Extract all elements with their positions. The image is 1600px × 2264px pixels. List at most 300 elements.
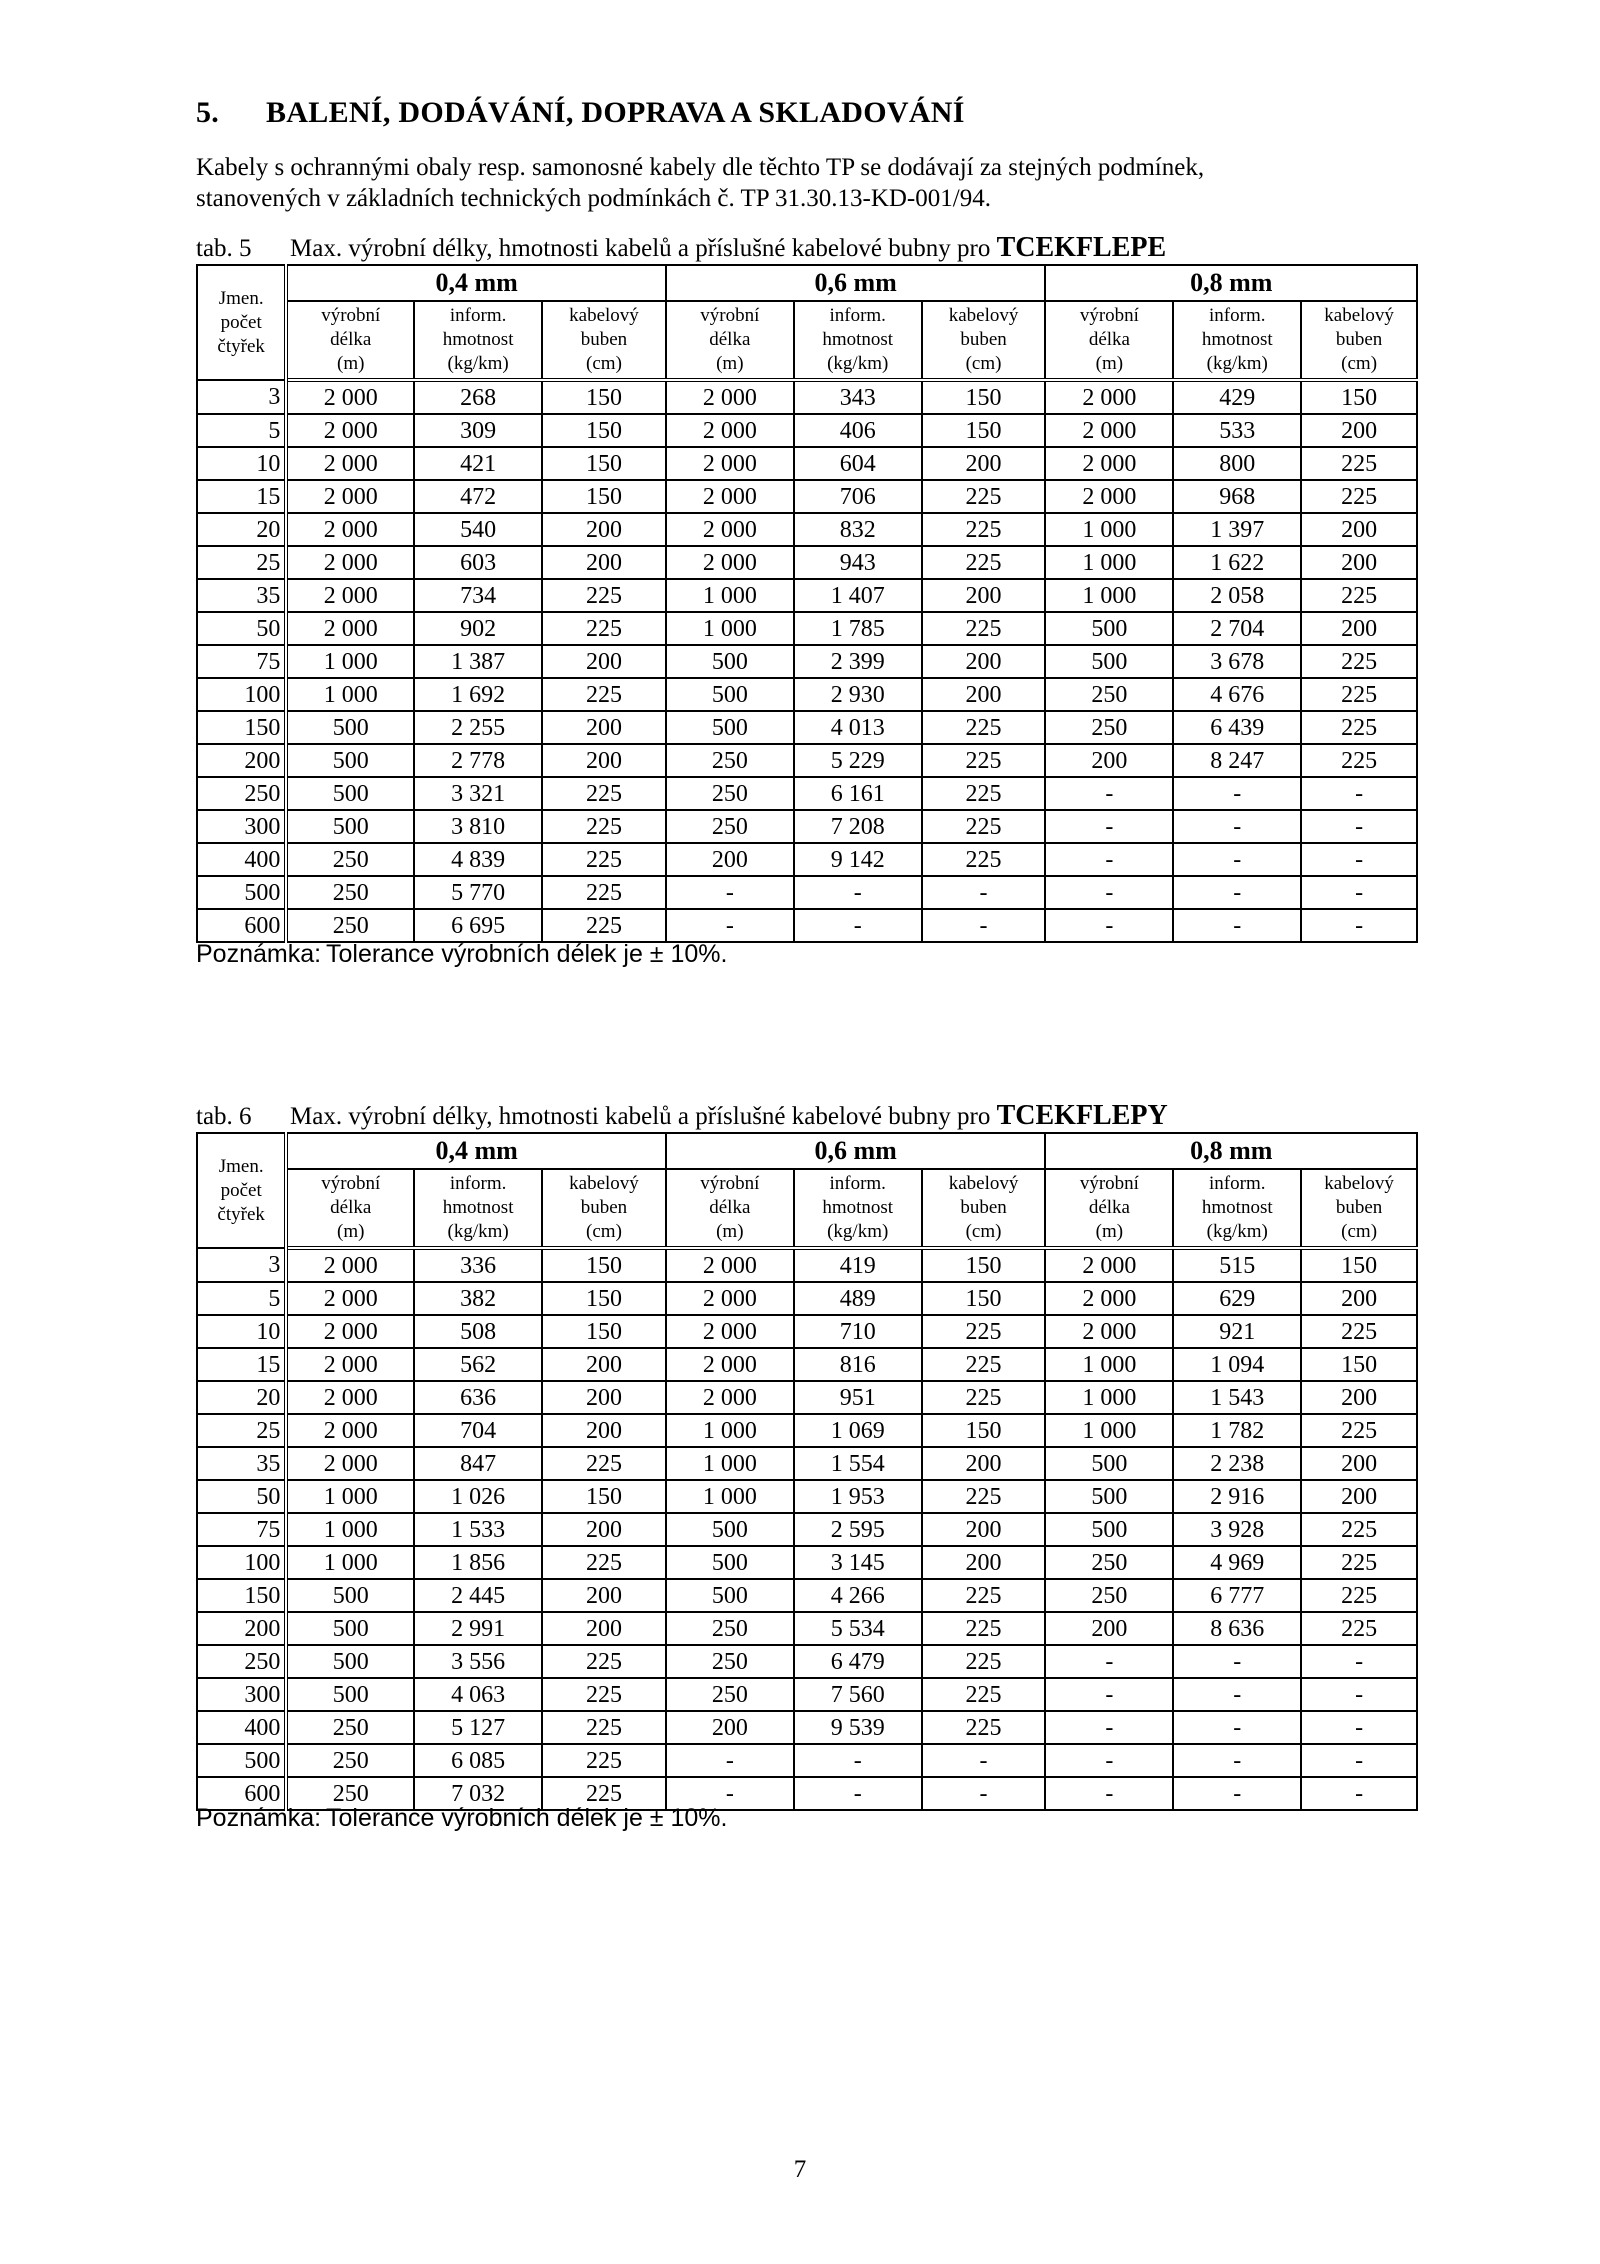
- table-cell: 250: [1045, 1579, 1173, 1612]
- table-cell: 200: [922, 1513, 1046, 1546]
- table-cell: 500: [666, 711, 794, 744]
- header-sub-line: (cm): [1341, 1221, 1378, 1242]
- cell-quad-count: 150: [197, 711, 286, 744]
- table-cell: 150: [542, 447, 666, 480]
- table-cell: 250: [666, 777, 794, 810]
- header-sub-column: [542, 1169, 666, 1248]
- table-cell: 1 000: [1045, 1414, 1173, 1447]
- table-cell: 150: [1301, 1348, 1417, 1381]
- header-sub-line: buben: [1335, 1197, 1383, 1218]
- cell-quad-count: 35: [197, 579, 286, 612]
- table-cell: 225: [542, 1645, 666, 1678]
- table-cell: 4 266: [794, 1579, 922, 1612]
- cell-quad-count: 200: [197, 1612, 286, 1645]
- table-cell: 2 058: [1173, 579, 1301, 612]
- table-cell: 2 000: [666, 546, 794, 579]
- header-sub-line: hmotnost: [822, 329, 894, 350]
- section-title: BALENÍ, DODÁVÁNÍ, DOPRAVA A SKLADOVÁNÍ: [266, 96, 965, 129]
- header-sub-line: buben: [580, 1197, 628, 1218]
- table-cell: 200: [542, 1579, 666, 1612]
- table-cell: 2 991: [414, 1612, 542, 1645]
- table-cell: 225: [542, 810, 666, 843]
- table-cell: -: [1173, 810, 1301, 843]
- table-cell: 2 000: [286, 480, 414, 513]
- table-cell: 200: [542, 1348, 666, 1381]
- table-cell: 500: [666, 1513, 794, 1546]
- table-cell: -: [794, 909, 922, 942]
- header-sub-line: inform.: [449, 305, 507, 326]
- table-cell: 150: [922, 414, 1046, 447]
- cell-quad-count: 5: [197, 1282, 286, 1315]
- table-cell: 704: [414, 1414, 542, 1447]
- cell-quad-count: 400: [197, 843, 286, 876]
- cell-quad-count: 25: [197, 546, 286, 579]
- table-cell: 9 142: [794, 843, 922, 876]
- table-cell: 500: [286, 810, 414, 843]
- table-cell: -: [1045, 876, 1173, 909]
- table-row: [197, 1678, 1417, 1711]
- table-cell: -: [1301, 1777, 1417, 1810]
- table-cell: 2 000: [286, 1315, 414, 1348]
- table-cell: 4 969: [1173, 1546, 1301, 1579]
- table-cell: 250: [1045, 711, 1173, 744]
- cell-quad-count: 400: [197, 1711, 286, 1744]
- table-cell: 150: [542, 1480, 666, 1513]
- header-jmen-pocet-ctyrek: [197, 265, 286, 380]
- table-cell: -: [1173, 843, 1301, 876]
- header-sub-column: [666, 301, 794, 380]
- table-cell: -: [1301, 1711, 1417, 1744]
- table-cell: 2 000: [286, 1348, 414, 1381]
- table-5-product: TCEKFLEPE: [996, 232, 1167, 263]
- cell-quad-count: 200: [197, 744, 286, 777]
- table-cell: 2 000: [286, 380, 414, 414]
- table-5-note-label: Poznámka:: [196, 940, 322, 968]
- header-sub-line: délka: [709, 329, 751, 350]
- table-cell: 2 000: [286, 579, 414, 612]
- header-group-diameter: 0,6 mm: [666, 265, 1046, 301]
- cell-quad-count: 35: [197, 1447, 286, 1480]
- table-cell: 225: [922, 744, 1046, 777]
- table-cell: 4 839: [414, 843, 542, 876]
- table-cell: 1 953: [794, 1480, 922, 1513]
- table-cell: 5 229: [794, 744, 922, 777]
- table-cell: 250: [1045, 678, 1173, 711]
- table-cell: 2 000: [666, 1315, 794, 1348]
- header-sub-line: výrobní: [321, 305, 381, 326]
- table-cell: 1 543: [1173, 1381, 1301, 1414]
- table-cell: 500: [666, 678, 794, 711]
- table-cell: 816: [794, 1348, 922, 1381]
- table-cell: 500: [1045, 645, 1173, 678]
- header-sub-line: buben: [960, 329, 1007, 350]
- table-6-note: [196, 1804, 727, 1833]
- table-cell: 6 439: [1173, 711, 1301, 744]
- table-5-note: [196, 940, 727, 969]
- table-cell: 6 777: [1173, 1579, 1301, 1612]
- table-cell: 2 000: [286, 1381, 414, 1414]
- table-cell: 250: [286, 876, 414, 909]
- header-sub-line: výrobní: [1079, 305, 1139, 326]
- cell-quad-count: 600: [197, 1777, 286, 1810]
- table-cell: 225: [922, 546, 1046, 579]
- header-sub-line: (m): [1095, 353, 1124, 374]
- table-cell: 225: [922, 711, 1046, 744]
- table-cell: 150: [1301, 380, 1417, 414]
- table-cell: 225: [1301, 579, 1417, 612]
- table-cell: 1 397: [1173, 513, 1301, 546]
- header-sub-line: (cm): [965, 353, 1002, 374]
- table-cell: 2 000: [1045, 380, 1173, 414]
- table-cell: 2 399: [794, 645, 922, 678]
- table-cell: 225: [922, 777, 1046, 810]
- table-cell: 847: [414, 1447, 542, 1480]
- section-number: 5.: [196, 96, 220, 129]
- table-cell: 1 000: [666, 612, 794, 645]
- table-row: [197, 1447, 1417, 1480]
- table-cell: 500: [1045, 1447, 1173, 1480]
- cell-quad-count: 600: [197, 909, 286, 942]
- header-sub-line: (kg/km): [827, 353, 889, 374]
- table-6-note-label: Poznámka:: [196, 1804, 322, 1832]
- header-sub-line: inform.: [1209, 305, 1266, 326]
- cell-quad-count: 300: [197, 810, 286, 843]
- table-row: [197, 1282, 1417, 1315]
- table-cell: 150: [542, 1282, 666, 1315]
- table-cell: 150: [542, 1315, 666, 1348]
- header-sub-column: [1173, 1169, 1301, 1248]
- table-cell: 533: [1173, 414, 1301, 447]
- table-cell: -: [1173, 876, 1301, 909]
- header-sub-column: [1045, 301, 1173, 380]
- header-sub-line: hmotnost: [442, 1197, 514, 1218]
- table-cell: 472: [414, 480, 542, 513]
- table-cell: 225: [922, 1711, 1046, 1744]
- table-cell: 1 000: [286, 1546, 414, 1579]
- table-cell: 2 000: [666, 513, 794, 546]
- table-cell: -: [1301, 1678, 1417, 1711]
- section-heading: [196, 96, 965, 130]
- table-cell: -: [666, 876, 794, 909]
- table-6-note-text: Tolerance výrobních délek je ± 10%.: [326, 1804, 728, 1832]
- table-cell: 150: [922, 1282, 1046, 1315]
- table-cell: 1 407: [794, 579, 922, 612]
- table-cell: 6 085: [414, 1744, 542, 1777]
- table-cell: 1 069: [794, 1414, 922, 1447]
- header-sub-column: [794, 1169, 922, 1248]
- table-cell: 2 000: [1045, 447, 1173, 480]
- table-cell: 225: [922, 1348, 1046, 1381]
- table-cell: 200: [1045, 1612, 1173, 1645]
- table-cell: -: [1045, 810, 1173, 843]
- table-cell: 540: [414, 513, 542, 546]
- table-cell: 604: [794, 447, 922, 480]
- table-cell: 500: [286, 1645, 414, 1678]
- table-row: [197, 1744, 1417, 1777]
- table-cell: 419: [794, 1248, 922, 1282]
- table-cell: 1 692: [414, 678, 542, 711]
- table-cell: 225: [922, 480, 1046, 513]
- table-cell: 3 145: [794, 1546, 922, 1579]
- table-row: [197, 744, 1417, 777]
- table-cell: 250: [666, 1612, 794, 1645]
- table-cell: 2 000: [286, 447, 414, 480]
- intro-line-2: stanovených v základních technických podmínkách č. TP 31.30.13-KD-001/94.: [196, 185, 991, 212]
- header-sub-column: [1301, 301, 1417, 380]
- table-cell: -: [922, 876, 1046, 909]
- header-jmen-pocet-ctyrek: [197, 1133, 286, 1248]
- header-sub-line: kabelový: [569, 305, 639, 326]
- table-cell: 2 000: [1045, 1248, 1173, 1282]
- header-sub-row: [197, 301, 1417, 380]
- intro-line-1: Kabely s ochrannými obaly resp. samonosné kabely dle těchto TP se dodávají za stejných podmínek,: [196, 154, 1205, 181]
- header-sub-line: kabelový: [948, 1173, 1019, 1194]
- header-sub-line: kabelový: [569, 1173, 639, 1194]
- table-cell: 1 554: [794, 1447, 922, 1480]
- table-cell: 200: [1045, 744, 1173, 777]
- cell-quad-count: 10: [197, 447, 286, 480]
- table-cell: 225: [1301, 711, 1417, 744]
- header-sub-line: (kg/km): [447, 1221, 509, 1242]
- table-cell: 1 000: [1045, 579, 1173, 612]
- table-cell: 734: [414, 579, 542, 612]
- table-row: [197, 1546, 1417, 1579]
- header-sub-line: kabelový: [1324, 1173, 1394, 1194]
- table-cell: 6 479: [794, 1645, 922, 1678]
- table-row: [197, 579, 1417, 612]
- header-sub-line: (cm): [1341, 353, 1378, 374]
- table-cell: 3 810: [414, 810, 542, 843]
- table-row: [197, 843, 1417, 876]
- table-cell: 225: [542, 1546, 666, 1579]
- table-cell: 636: [414, 1381, 542, 1414]
- table-cell: 225: [1301, 1546, 1417, 1579]
- header-sub-line: inform.: [449, 1173, 507, 1194]
- table-cell: 200: [1301, 1480, 1417, 1513]
- table-cell: 225: [922, 1315, 1046, 1348]
- header-sub-line: (m): [716, 1221, 744, 1242]
- table-cell: 2 000: [286, 414, 414, 447]
- header-sub-column: [1301, 1169, 1417, 1248]
- table-cell: 500: [286, 744, 414, 777]
- table-cell: 1 000: [666, 1447, 794, 1480]
- cell-quad-count: 3: [197, 1248, 286, 1282]
- header-group-diameter: 0,6 mm: [666, 1133, 1046, 1169]
- header-sub-line: (cm): [965, 1221, 1002, 1242]
- cell-quad-count: 3: [197, 380, 286, 414]
- header-group-row: [197, 1133, 1417, 1169]
- table-cell: 150: [542, 414, 666, 447]
- table-cell: 200: [666, 843, 794, 876]
- table-cell: 500: [666, 1546, 794, 1579]
- table-cell: 2 000: [286, 1248, 414, 1282]
- table-row: [197, 678, 1417, 711]
- header-pocet: počet: [220, 311, 262, 333]
- table-cell: 225: [922, 1480, 1046, 1513]
- cell-quad-count: 300: [197, 1678, 286, 1711]
- header-sub-line: kabelový: [948, 305, 1019, 326]
- table-cell: 629: [1173, 1282, 1301, 1315]
- table-cell: 1 000: [286, 1480, 414, 1513]
- header-sub-column: [666, 1169, 794, 1248]
- table-cell: 943: [794, 546, 922, 579]
- table-cell: 200: [542, 546, 666, 579]
- table-cell: 421: [414, 447, 542, 480]
- table-cell: 225: [542, 1447, 666, 1480]
- table-cell: 225: [542, 876, 666, 909]
- header-sub-line: (m): [337, 353, 365, 374]
- table-cell: 1 387: [414, 645, 542, 678]
- table-cell: 2 930: [794, 678, 922, 711]
- header-sub-column: [922, 1169, 1046, 1248]
- table-cell: 150: [1301, 1248, 1417, 1282]
- table-cell: 150: [922, 1414, 1046, 1447]
- table-row: [197, 1579, 1417, 1612]
- header-sub-line: (cm): [586, 353, 622, 374]
- table-cell: 2 000: [666, 380, 794, 414]
- table-cell: 921: [1173, 1315, 1301, 1348]
- table-cell: 2 595: [794, 1513, 922, 1546]
- table-cell: 225: [922, 1678, 1046, 1711]
- table-cell: 150: [922, 380, 1046, 414]
- header-jmen: Jmen.: [218, 1155, 264, 1177]
- table-cell: 500: [1045, 1513, 1173, 1546]
- cell-quad-count: 500: [197, 876, 286, 909]
- table-5: [196, 264, 1418, 943]
- table-cell: 250: [286, 843, 414, 876]
- header-sub-line: hmotnost: [822, 1197, 894, 1218]
- table-cell: -: [666, 1744, 794, 1777]
- cell-quad-count: 100: [197, 678, 286, 711]
- table-row: [197, 909, 1417, 942]
- table-row: [197, 546, 1417, 579]
- header-jmen: Jmen.: [218, 287, 264, 309]
- table-cell: 225: [542, 579, 666, 612]
- table-6-caption: [196, 1100, 1168, 1132]
- table-cell: 406: [794, 414, 922, 447]
- cell-quad-count: 100: [197, 1546, 286, 1579]
- table-cell: 4 676: [1173, 678, 1301, 711]
- table-row: [197, 711, 1417, 744]
- table-cell: -: [922, 1744, 1046, 1777]
- table-cell: -: [1045, 1645, 1173, 1678]
- table-cell: 2 238: [1173, 1447, 1301, 1480]
- table-cell: 7 560: [794, 1678, 922, 1711]
- table-cell: 225: [1301, 1579, 1417, 1612]
- table-cell: 1 785: [794, 612, 922, 645]
- table-row: [197, 612, 1417, 645]
- table-cell: 1 856: [414, 1546, 542, 1579]
- table-cell: 225: [922, 1381, 1046, 1414]
- table-cell: 225: [542, 612, 666, 645]
- table-cell: -: [666, 1777, 794, 1810]
- table-cell: 200: [1301, 1381, 1417, 1414]
- table-cell: 429: [1173, 380, 1301, 414]
- header-sub-line: hmotnost: [442, 329, 514, 350]
- table-cell: 1 000: [666, 579, 794, 612]
- header-sub-line: (kg/km): [1206, 353, 1268, 374]
- table-cell: 200: [1301, 546, 1417, 579]
- table-row: [197, 1645, 1417, 1678]
- table-row: [197, 513, 1417, 546]
- header-sub-column: [286, 1169, 414, 1248]
- table-cell: 200: [922, 1447, 1046, 1480]
- table-cell: -: [1045, 1711, 1173, 1744]
- table-cell: -: [794, 876, 922, 909]
- table-cell: 225: [922, 513, 1046, 546]
- table-cell: 250: [666, 810, 794, 843]
- table-cell: -: [1045, 1777, 1173, 1810]
- table-cell: 200: [542, 1414, 666, 1447]
- header-sub-line: výrobní: [700, 1173, 760, 1194]
- cell-quad-count: 250: [197, 1645, 286, 1678]
- table-cell: 500: [286, 711, 414, 744]
- header-sub-line: výrobní: [1079, 1173, 1139, 1194]
- table-cell: 225: [542, 1744, 666, 1777]
- table-cell: 4 013: [794, 711, 922, 744]
- table-cell: 200: [1301, 612, 1417, 645]
- table-cell: 1 000: [666, 1480, 794, 1513]
- table-cell: 343: [794, 380, 922, 414]
- table-cell: 9 539: [794, 1711, 922, 1744]
- table-cell: 2 000: [666, 1348, 794, 1381]
- table-cell: 225: [922, 810, 1046, 843]
- cell-quad-count: 5: [197, 414, 286, 447]
- header-sub-line: výrobní: [700, 305, 760, 326]
- cell-quad-count: 15: [197, 480, 286, 513]
- table-cell: 3 678: [1173, 645, 1301, 678]
- table-cell: 832: [794, 513, 922, 546]
- table-row: [197, 1315, 1417, 1348]
- table-cell: 2 000: [666, 414, 794, 447]
- table-cell: 1 000: [286, 645, 414, 678]
- table-cell: -: [1045, 909, 1173, 942]
- table-cell: 200: [542, 645, 666, 678]
- table-cell: 1 533: [414, 1513, 542, 1546]
- table-cell: 2 445: [414, 1579, 542, 1612]
- table-row: [197, 380, 1417, 414]
- table-row: [197, 1480, 1417, 1513]
- table-cell: 2 000: [1045, 1282, 1173, 1315]
- table-cell: 225: [922, 1579, 1046, 1612]
- table-cell: 2 000: [1045, 480, 1173, 513]
- table-cell: 225: [1301, 480, 1417, 513]
- table-cell: 500: [1045, 1480, 1173, 1513]
- table-cell: 225: [542, 1678, 666, 1711]
- header-sub-column: [286, 301, 414, 380]
- table-cell: 200: [1301, 414, 1417, 447]
- table-cell: 200: [542, 1513, 666, 1546]
- table-cell: 225: [1301, 678, 1417, 711]
- table-cell: 500: [666, 645, 794, 678]
- table-cell: 2 000: [666, 1381, 794, 1414]
- table-cell: 150: [922, 1248, 1046, 1282]
- header-sub-line: délka: [709, 1197, 751, 1218]
- table-cell: 489: [794, 1282, 922, 1315]
- table-cell: 7 208: [794, 810, 922, 843]
- table-cell: 603: [414, 546, 542, 579]
- table-row: [197, 1381, 1417, 1414]
- table-cell: 1 000: [286, 678, 414, 711]
- table-cell: -: [1301, 1645, 1417, 1678]
- table-cell: 3 556: [414, 1645, 542, 1678]
- table-cell: 1 000: [286, 1513, 414, 1546]
- table-cell: -: [1045, 843, 1173, 876]
- table-cell: 1 000: [666, 1414, 794, 1447]
- table-cell: 515: [1173, 1248, 1301, 1282]
- table-cell: 200: [542, 513, 666, 546]
- table-cell: 706: [794, 480, 922, 513]
